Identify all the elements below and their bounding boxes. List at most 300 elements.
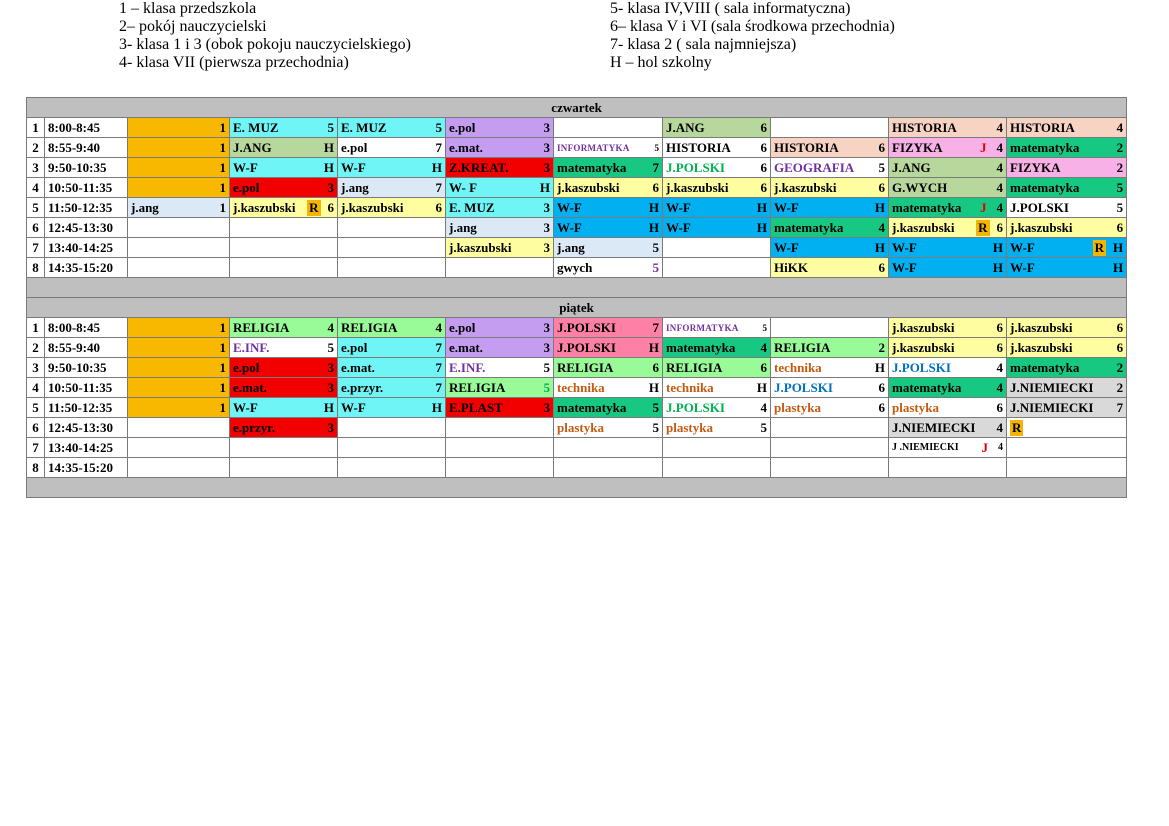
subject: j.kaszubski (1010, 339, 1073, 355)
subject: J.POLSKI (1010, 199, 1069, 215)
schedule-cell (771, 198, 889, 218)
schedule-cell (128, 138, 230, 158)
subject: J.ANG (666, 119, 705, 135)
schedule-cell (230, 238, 338, 258)
schedule-cell (338, 438, 446, 458)
schedule-cell (230, 458, 338, 478)
schedule-cell (1007, 198, 1127, 218)
room-number: 3 (543, 159, 550, 175)
subject: gwych (557, 259, 593, 275)
subject: j.kaszubski (892, 219, 955, 235)
subject: matematyka (892, 199, 962, 215)
room-number: 5 (435, 119, 442, 135)
schedule-cell (554, 258, 663, 278)
lesson-time: 8:55-9:40 (45, 138, 128, 158)
subject: HISTORIA (666, 139, 731, 155)
schedule-cell (338, 238, 446, 258)
schedule-table (26, 97, 1127, 498)
room-number: H (539, 179, 550, 195)
subject: J.POLSKI (666, 159, 725, 175)
lesson-number: 2 (27, 138, 45, 158)
subject: e.pol (341, 339, 368, 355)
room-number: H (756, 379, 767, 395)
schedule-cell (338, 158, 446, 178)
schedule-cell (889, 118, 1007, 138)
day-header-row (27, 98, 1127, 118)
subject: E.INF. (449, 359, 486, 375)
schedule-cell (889, 358, 1007, 378)
schedule-cell (1007, 358, 1127, 378)
room-number: 6 (435, 199, 442, 215)
room-number: 3 (543, 119, 550, 135)
schedule-cell (554, 318, 663, 338)
schedule-cell (230, 178, 338, 198)
lesson-time: 10:50-11:35 (45, 378, 128, 398)
room-number: 7 (435, 139, 442, 155)
schedule-cell (889, 218, 1007, 238)
room-number: 7 (435, 339, 442, 355)
room-number: H (431, 399, 442, 415)
subject: J.POLSKI (666, 399, 725, 415)
room-number: 3 (543, 239, 550, 255)
schedule-cell (554, 398, 663, 418)
subject: j.kaszubski (557, 179, 620, 195)
room-number: 7 (652, 319, 659, 335)
lesson-number: 1 (27, 318, 45, 338)
subject: W-F (233, 159, 258, 175)
schedule-cell (1007, 458, 1127, 478)
schedule-cell (446, 338, 554, 358)
lesson-number: 8 (27, 458, 45, 478)
room-number: 5 (760, 419, 767, 435)
day-header-row (27, 298, 1127, 318)
day-header: piątek (27, 298, 1127, 318)
schedule-cell (230, 138, 338, 158)
schedule-cell (554, 358, 663, 378)
room-number: 6 (652, 359, 659, 375)
schedule-table-container (26, 97, 1126, 498)
room-number: 2 (1116, 139, 1124, 155)
room-number: H (992, 259, 1003, 275)
subject: W-F (892, 239, 917, 255)
subject: RELIGIA (666, 359, 723, 375)
legend-item: 3- klasa 1 i 3 (obok pokoju nauczycielskiego) (119, 36, 411, 53)
schedule-cell (1007, 398, 1127, 418)
lesson-time: 13:40-14:25 (45, 438, 128, 458)
subject: e.mat. (233, 379, 267, 395)
subject: W-F (774, 239, 799, 255)
subject: j.kaszubski (892, 319, 955, 335)
subject: j.kaszubski (233, 199, 296, 215)
schedule-cell (338, 118, 446, 138)
schedule-cell (889, 418, 1007, 438)
schedule-cell (554, 418, 663, 438)
lesson-number: 4 (27, 178, 45, 198)
subject: E. MUZ (341, 119, 387, 135)
lesson-time: 8:00-8:45 (45, 318, 128, 338)
schedule-cell (230, 258, 338, 278)
room-number: 6 (878, 179, 885, 195)
schedule-cell (771, 258, 889, 278)
lesson-number: 6 (27, 218, 45, 238)
room-number: 7 (435, 359, 442, 375)
subject: j.kaszubski (774, 179, 837, 195)
subject: J.NIEMIECKI (892, 419, 976, 435)
schedule-cell (1007, 218, 1127, 238)
subject: plastyka (666, 419, 713, 435)
subject: J.POLSKI (892, 359, 951, 375)
room-number: 3 (543, 399, 550, 415)
subject: W- F (449, 179, 478, 195)
room-number: 1 (219, 159, 226, 175)
schedule-cell (889, 198, 1007, 218)
schedule-cell (230, 318, 338, 338)
lesson-time: 11:50-12:35 (45, 198, 128, 218)
room-number: H (648, 339, 659, 355)
schedule-cell (663, 218, 771, 238)
subject: W-F (892, 259, 917, 275)
subject: J.NIEMIECKI (1010, 399, 1094, 415)
schedule-cell (889, 398, 1007, 418)
room-number: 6 (996, 399, 1003, 415)
schedule-cell (663, 458, 771, 478)
legend-right (610, 0, 895, 72)
day-separator (27, 278, 1127, 298)
room-number: 3 (327, 419, 334, 435)
subject: e.mat. (341, 359, 375, 375)
subject: HiKK (774, 259, 808, 275)
room-number: H (874, 239, 885, 255)
room-number: 3 (543, 339, 550, 355)
lesson-row (27, 158, 1127, 178)
room-number: 6 (1116, 319, 1124, 335)
lesson-number: 3 (27, 358, 45, 378)
subject: W-F (341, 399, 366, 415)
room-number: 6 (878, 139, 885, 155)
subject: technika (774, 359, 822, 375)
subject: e.przyr. (341, 379, 384, 395)
teacher-mark: J (981, 439, 988, 455)
schedule-cell (446, 378, 554, 398)
subject: W-F (341, 159, 366, 175)
subject: plastyka (774, 399, 821, 415)
subject: W-F (557, 219, 582, 235)
subject: E.INF. (233, 339, 270, 355)
subject: J.ANG (233, 139, 272, 155)
schedule-cell (338, 418, 446, 438)
schedule-cell (128, 378, 230, 398)
lesson-time: 12:45-13:30 (45, 218, 128, 238)
schedule-cell (338, 338, 446, 358)
schedule-cell (1007, 158, 1127, 178)
subject: J.ANG (892, 159, 931, 175)
legend-item: 4- klasa VII (pierwsza przechodnia) (119, 54, 349, 71)
subject: E. MUZ (449, 199, 495, 215)
schedule-cell (338, 458, 446, 478)
teacher-mark: J (980, 199, 987, 215)
room-number: 6 (760, 119, 767, 135)
room-number: 2 (878, 339, 885, 355)
schedule-cell (338, 318, 446, 338)
lesson-number: 7 (27, 438, 45, 458)
lesson-row (27, 458, 1127, 478)
subject: HISTORIA (1010, 119, 1075, 135)
schedule-cell (128, 118, 230, 138)
room-number: 2 (1116, 359, 1124, 375)
subject: matematyka (1010, 359, 1080, 375)
subject: matematyka (892, 379, 962, 395)
subject: j.ang (131, 199, 159, 215)
room-number: H (992, 239, 1003, 255)
schedule-cell (889, 438, 1007, 458)
schedule-cell (338, 138, 446, 158)
day-header: czwartek (27, 98, 1127, 118)
schedule-cell (1007, 378, 1127, 398)
room-number: 1 (219, 359, 226, 375)
schedule-cell (446, 158, 554, 178)
subject: RELIGIA (557, 359, 614, 375)
schedule-cell (889, 138, 1007, 158)
schedule-cell (554, 178, 663, 198)
subject: technika (557, 379, 605, 395)
lesson-time: 8:55-9:40 (45, 338, 128, 358)
schedule-cell (554, 458, 663, 478)
schedule-cell (128, 238, 230, 258)
schedule-cell (1007, 418, 1127, 438)
schedule-cell (1007, 318, 1127, 338)
day-separator (27, 478, 1127, 498)
subject: W-F (1010, 239, 1035, 255)
schedule-cell (889, 318, 1007, 338)
room-number: 4 (1116, 119, 1124, 135)
room-number: H (1113, 239, 1124, 255)
subject: e.pol (233, 179, 260, 195)
subject: G.WYCH (892, 179, 948, 195)
room-number: 7 (435, 379, 442, 395)
schedule-cell (1007, 258, 1127, 278)
subject: e.przyr. (233, 419, 276, 435)
subject: e.mat. (449, 339, 483, 355)
room-number: H (323, 139, 334, 155)
subject: INFORMATYKA (557, 142, 630, 153)
schedule-cell (446, 398, 554, 418)
schedule-cell (554, 198, 663, 218)
room-number: 4 (996, 159, 1003, 175)
subject: W-F (666, 219, 691, 235)
room-number: 5 (762, 322, 767, 333)
room-number: 7 (652, 159, 659, 175)
lesson-number: 7 (27, 238, 45, 258)
schedule-cell (771, 438, 889, 458)
lesson-time: 14:35-15:20 (45, 258, 128, 278)
room-number: 5 (327, 119, 334, 135)
schedule-cell (446, 458, 554, 478)
room-number: 4 (878, 219, 885, 235)
room-number: 4 (996, 139, 1003, 155)
lesson-row (27, 378, 1127, 398)
subject: W-F (233, 399, 258, 415)
room-number: 6 (760, 359, 767, 375)
room-number: H (756, 199, 767, 215)
room-number: H (756, 219, 767, 235)
schedule-cell (128, 258, 230, 278)
schedule-cell (338, 378, 446, 398)
room-number: 7 (435, 179, 442, 195)
subject: HISTORIA (892, 119, 957, 135)
schedule-cell (128, 338, 230, 358)
room-number: 6 (1116, 219, 1124, 235)
day-separator-row (27, 478, 1127, 498)
schedule-cell (771, 358, 889, 378)
room-number: 4 (760, 339, 767, 355)
schedule-cell (1007, 238, 1127, 258)
lesson-time: 9:50-10:35 (45, 158, 128, 178)
lesson-row (27, 218, 1127, 238)
subject: j.ang (557, 239, 585, 255)
schedule-cell (771, 338, 889, 358)
schedule-cell (771, 118, 889, 138)
subject: FIZYKA (1010, 159, 1061, 175)
schedule-cell (230, 198, 338, 218)
schedule-cell (771, 398, 889, 418)
room-number: 6 (996, 339, 1003, 355)
room-number: 4 (998, 442, 1003, 453)
schedule-cell (554, 238, 663, 258)
lesson-number: 6 (27, 418, 45, 438)
room-number: 3 (327, 379, 334, 395)
subject: W-F (774, 199, 799, 215)
schedule-cell (554, 218, 663, 238)
subject: W-F (666, 199, 691, 215)
room-number: 6 (760, 139, 767, 155)
schedule-cell (771, 418, 889, 438)
subject: J.NIEMIECKI (1010, 379, 1094, 395)
subject: W-F (557, 199, 582, 215)
subject: J.POLSKI (557, 339, 616, 355)
room-number: 3 (543, 319, 550, 335)
schedule-cell (889, 458, 1007, 478)
room-number: 3 (327, 359, 334, 375)
subject: technika (666, 379, 714, 395)
schedule-body (27, 98, 1127, 498)
subject: matematyka (666, 339, 736, 355)
lesson-time: 11:50-12:35 (45, 398, 128, 418)
schedule-cell (889, 378, 1007, 398)
schedule-cell (128, 178, 230, 198)
schedule-cell (663, 118, 771, 138)
schedule-cell (554, 338, 663, 358)
schedule-cell (663, 318, 771, 338)
schedule-cell (1007, 178, 1127, 198)
room-number: H (874, 199, 885, 215)
room-number: 6 (996, 319, 1003, 335)
subject: j.kaszubski (666, 179, 729, 195)
schedule-cell (663, 158, 771, 178)
lesson-number: 2 (27, 338, 45, 358)
schedule-cell (128, 438, 230, 458)
room-number: 6 (878, 259, 885, 275)
room-number: 6 (878, 399, 885, 415)
schedule-cell (446, 198, 554, 218)
room-number: H (323, 399, 334, 415)
schedule-cell (446, 178, 554, 198)
room-number: H (648, 219, 659, 235)
lesson-row (27, 338, 1127, 358)
lesson-number: 5 (27, 398, 45, 418)
schedule-cell (338, 218, 446, 238)
schedule-cell (446, 418, 554, 438)
subject: j.ang (341, 179, 369, 195)
schedule-cell (128, 198, 230, 218)
schedule-cell (889, 178, 1007, 198)
subject: j.kaszubski (1010, 219, 1073, 235)
room-number: 1 (219, 139, 226, 155)
room-number: 2 (1116, 379, 1124, 395)
schedule-cell (128, 398, 230, 418)
schedule-cell (663, 258, 771, 278)
schedule-cell (771, 138, 889, 158)
room-number: 1 (219, 399, 226, 415)
room-number: 5 (543, 359, 550, 375)
subject: W-F (1010, 259, 1035, 275)
lesson-row (27, 198, 1127, 218)
schedule-cell (1007, 118, 1127, 138)
subject: RELIGIA (449, 379, 506, 395)
subject: J.POLSKI (774, 379, 833, 395)
subject: RELIGIA (341, 319, 398, 335)
subject: e.mat. (449, 139, 483, 155)
subject: Z.KREAT. (449, 159, 509, 175)
room-number: 1 (219, 339, 226, 355)
room-number: 1 (219, 379, 226, 395)
subject: INFORMATYKA (666, 322, 739, 333)
lesson-row (27, 258, 1127, 278)
schedule-cell (663, 438, 771, 458)
lesson-row (27, 318, 1127, 338)
room-number: H (874, 359, 885, 375)
schedule-cell (1007, 338, 1127, 358)
schedule-cell (771, 158, 889, 178)
room-number: 1 (219, 319, 226, 335)
schedule-cell (128, 318, 230, 338)
room-number: 4 (996, 379, 1003, 395)
subject: RELIGIA (774, 339, 831, 355)
schedule-cell (663, 238, 771, 258)
room-number: 4 (996, 359, 1003, 375)
room-number: 4 (996, 419, 1003, 435)
schedule-cell (230, 418, 338, 438)
room-flag: R (978, 219, 988, 235)
subject: e.pol (233, 359, 260, 375)
subject: GEOGRAFIA (774, 159, 855, 175)
lesson-row (27, 118, 1127, 138)
schedule-cell (338, 358, 446, 378)
schedule-cell (230, 358, 338, 378)
subject: e.pol (341, 139, 368, 155)
schedule-cell (338, 258, 446, 278)
subject: j.kaszubski (1010, 319, 1073, 335)
lesson-number: 4 (27, 378, 45, 398)
room-number: H (1113, 259, 1124, 275)
schedule-cell (230, 338, 338, 358)
schedule-cell (663, 378, 771, 398)
schedule-cell (663, 418, 771, 438)
schedule-cell (230, 218, 338, 238)
subject: matematyka (1010, 179, 1080, 195)
schedule-cell (889, 258, 1007, 278)
room-number: 6 (878, 379, 885, 395)
subject: j.kaszubski (892, 339, 955, 355)
